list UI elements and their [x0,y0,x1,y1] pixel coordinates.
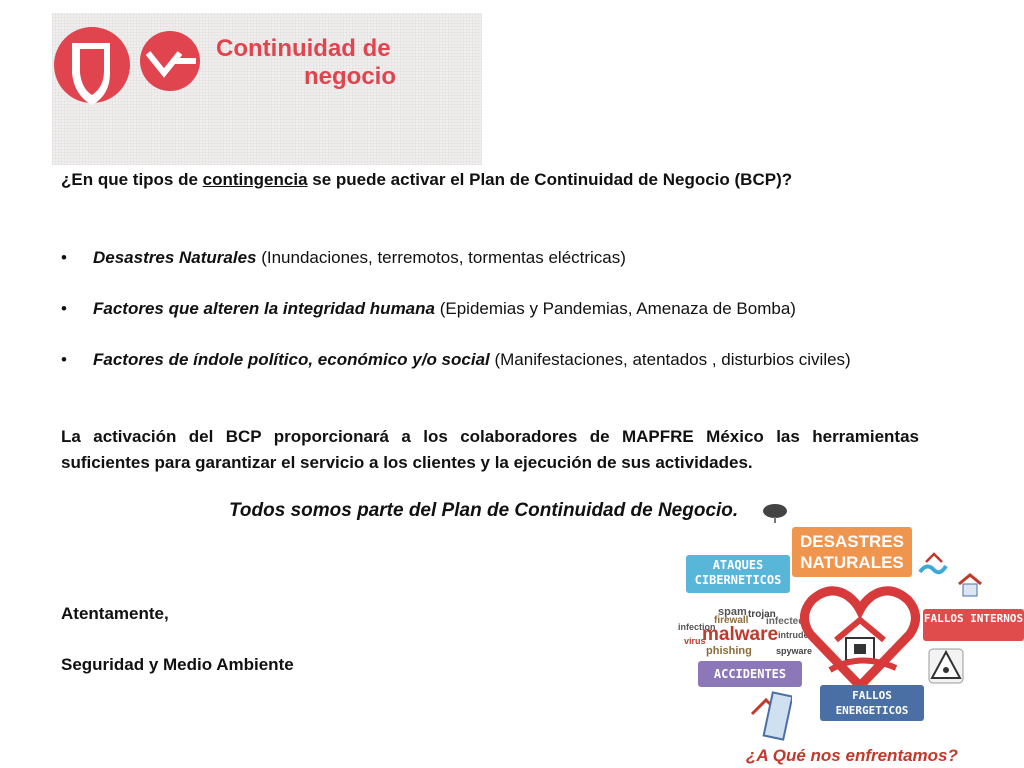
badge-accidents: ACCIDENTES [698,661,802,687]
wordcloud-word: virus [684,636,706,646]
logo-line-2: negocio [304,63,397,90]
badge-attacks: ATAQUES CIBERNETICOS [686,555,790,593]
wordcloud-word: malware [702,624,779,645]
contingency-list [61,245,901,372]
list-item-detail: (Inundaciones, terremotos, tormentas eléctricas) [256,248,626,267]
malware-wordcloud [668,600,813,662]
wordcloud-word: spam [718,606,747,618]
threats-graphic [668,500,1024,768]
badge-natural-disasters: DESASTRES NATURALES [792,527,912,577]
activation-paragraph: La activación del BCP proporcionará a los colaboradores de MAPFRE México las herramientas suficientes para garantizar el servicio a los clientes y la ejecución de sus actividades. [61,427,919,472]
logo-text [216,35,396,91]
badge-energy-failures: FALLOS ENERGETICOS [820,685,924,721]
wordcloud-word: firewall [714,615,749,626]
flood-icon [918,548,948,578]
logo-line-1: Continuidad de [216,35,391,62]
list-item-title: Desastres Naturales [93,248,257,267]
logo-banner [52,13,482,165]
list-item-detail: (Manifestaciones, atentados , disturbios civiles) [489,350,851,369]
question-suffix: se puede activar el Plan de Continuidad de Negocio (BCP)? [307,170,793,189]
question-heading [61,170,792,190]
wordcloud-word: infected [766,616,805,627]
wordcloud-word: phishing [706,645,752,657]
signature: Seguridad y Medio Ambiente [61,655,294,674]
closing: Atentamente, [61,604,169,623]
question-prefix: ¿En que tipos de [61,170,203,189]
bullet-icon: • [61,350,67,369]
list-item [61,245,901,270]
list-item [61,347,901,372]
wordcloud-word: infection [678,622,716,632]
continuity-logo-icon [52,13,212,133]
bullet-icon: • [61,248,67,267]
cloud-icon [760,502,790,524]
radiation-icon [928,648,964,684]
question-underlined: contingencia [202,170,308,189]
graphic-question: ¿A Qué nos enfrentamos? [746,746,958,765]
tagline: Todos somos parte del Plan de Continuidad de Negocio. [229,500,739,521]
wordcloud-word: trojan [748,609,776,620]
list-item-title: Factores que alteren la integridad humana [93,299,435,318]
list-item [61,296,901,321]
list-item-title: Factores de índole político, económico y/o social [93,350,490,369]
wordcloud-word: intruder [778,630,813,640]
badge-internal-failures: FALLOS INTERNOS [923,609,1024,641]
bullet-icon: • [61,299,67,318]
warning-house-icon [956,572,984,598]
list-item-detail: (Epidemias y Pandemias, Amenaza de Bomba) [434,299,796,318]
building-icon [748,690,792,742]
heart-house-icon [800,582,920,692]
wordcloud-word: spyware [776,646,813,656]
